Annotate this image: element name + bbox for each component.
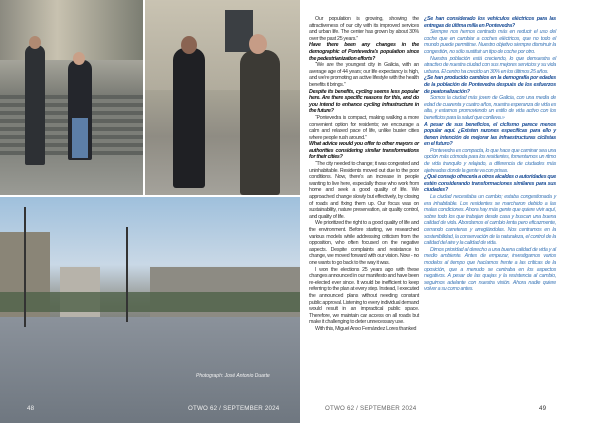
interview-question: A pesar de sus beneficios, el ciclismo parece menos popular aquí. ¿Existen razones específicas para ello y tienen intención de mejorar las infraestructuras ciclistas en el futuro? — [424, 121, 556, 148]
interview-answer: “The city needed to change; it was congested and uninhabitable. Residents moved out due to the poor conditions. Now, there's an increase in people wanting to live here, especially those who work from home and seek a good quality of life. We approached change slowly but effectively, by closing of roads and fixing them up. Our focus was on sustainability, nature preservation, air quality control, and quality of life. — [309, 161, 419, 220]
interview-answer: I won the elections 25 years ago with these changes announced in our manifesto and have been re-elected ever since. It would be inefficient to keep referring to the plan at every step. Instead, I executed the announced plans without needing constant public approval. Listening to every individual demand would result in an impractical public space. Therefore, we maintain car access on all roads but make it challenging to deter unnecessary use. — [309, 266, 419, 326]
interview-answer: Dimos prioridad al derecho a una buena calidad de vida y al medio ambiente. Antes de empezar, investigamos varios modelos al tiempo que hacíamos frente a las críticas de la oposición, que a menudo se centraba en los aspectos negativos. A pesar de las quejas y la resistencia al cambio, seguimos adelante con nuestra visión. Ahora nadie quiere volver a su como antes. — [424, 246, 556, 293]
interview-answer: We prioritized the right to a good quality of life and the environment. Before starting, we researched various models while addressing criticism from the opposition, who often focused on the negative aspects. Despite complaints and resistance to change, we moved forward with our vision. Now - no one wants to go back to the way it was. — [309, 220, 419, 266]
spanish-column — [424, 16, 556, 293]
interview-answer: With this, Miguel Anxo Fernández Lores thanked — [315, 325, 417, 332]
interview-question: Despite its benefits, cycling seems less popular here. Are there specific reasons for this, and do you intend to enhance cycling infrastructure in the future? — [309, 88, 419, 115]
photo-caption: Photograph: José Antonio Duarte — [196, 373, 270, 379]
interview-answer: Nuestra población está creciendo, lo que demuestra el atractivo de nuestra ciudad con sus mejores servicios y su vida urbana. El centro ha crecido un 30% en los últimos 25 años. — [424, 55, 556, 75]
interview-answer: Siempre nos hemos centrado más en reducir el uso del coche que en cambiar a coches eléctricos, que no todo el mundo puede permitirse. Nuestro objetivo siempre disminuir la congestión, no sólo sustituir un tipo de coche por otro. — [424, 29, 556, 55]
interview-question: ¿Qué consejo ofrecería a otros alcaldes o autoridades que estén considerando transformaciones similares para sus ciudades? — [424, 174, 556, 194]
interview-answer: “We are the youngest city in Galicia, with an average age of 44 years; our life expectancy is high, and we're promoting an active lifestyle with the health benefits it brings.” — [309, 62, 419, 88]
photo-street-walking — [0, 0, 143, 195]
interview-answer: Somos la ciudad más joven de Galicia, con una media de edad de cuarenta y cuatro años, nuestra esperanza de vida es alta, y estamos promoviendo un estilo de vida activo con los beneficios para la salud que conlleva.» — [424, 95, 556, 121]
photo-pedestrian-square — [0, 197, 300, 423]
page-number-right: 49 — [539, 405, 547, 412]
interview-question: Have there been any changes in the demographic of Pontevedra's population since the pedestrianization efforts? — [309, 42, 419, 62]
photo-two-people-talking — [145, 0, 300, 195]
interview-answer: “Pontevedra is compact, making walking a more convenient option for residents; we encourage a calm and relaxed pace of life, unlike busier cities where people rush around.” — [309, 114, 419, 141]
footer-left: OTWO 62 / SEPTEMBER 2024 — [188, 405, 280, 412]
interview-question: What advice would you offer to other mayors or authorities considering similar transformations for their cities? — [309, 141, 419, 161]
interview-answer: Pontevedra es compacta, lo que hace que caminar sea una opción más cómoda para los residentes, fomentamos un ritmo de vida tranquilo y relajado, a diferencia de ciudades más ajetreadas donde la gente va con prisas. — [424, 147, 556, 174]
interview-question: ¿Se han producido cambios en la demografía por edades de la población de Pontevedra después de los esfuerzos de peatonalización? — [424, 75, 556, 95]
interview-question: ¿Se han considerado los vehículos eléctricos para las entregas de última milla en Pontevedra? — [424, 16, 556, 29]
page-number-left: 48 — [27, 405, 35, 412]
interview-answer: Our population is growing, showing the attractiveness of our city with its improved services and urban life. The center has grown by about 30% over the past 25 years.” — [309, 16, 419, 42]
english-column — [309, 16, 419, 333]
footer-right: OTWO 62 / SEPTEMBER 2024 — [325, 405, 417, 412]
interview-answer: La ciudad necesitaba un cambio; estaba congestionada y era inhabitable. Los residentes se marcharon debido a las malas condiciones. Ahora hay más gente que quiere vivir aquí, sobre todo los que trabajan desde casa y buscan una buena calidad de vida. Abordamos el cambio lenta pero eficazmente, cerrando carreteras y arreglándolas. Nos centramos en la sostenibilidad, la conservación de la naturaleza, el control de la calidad del aire y la calidad de vida. — [424, 194, 556, 247]
